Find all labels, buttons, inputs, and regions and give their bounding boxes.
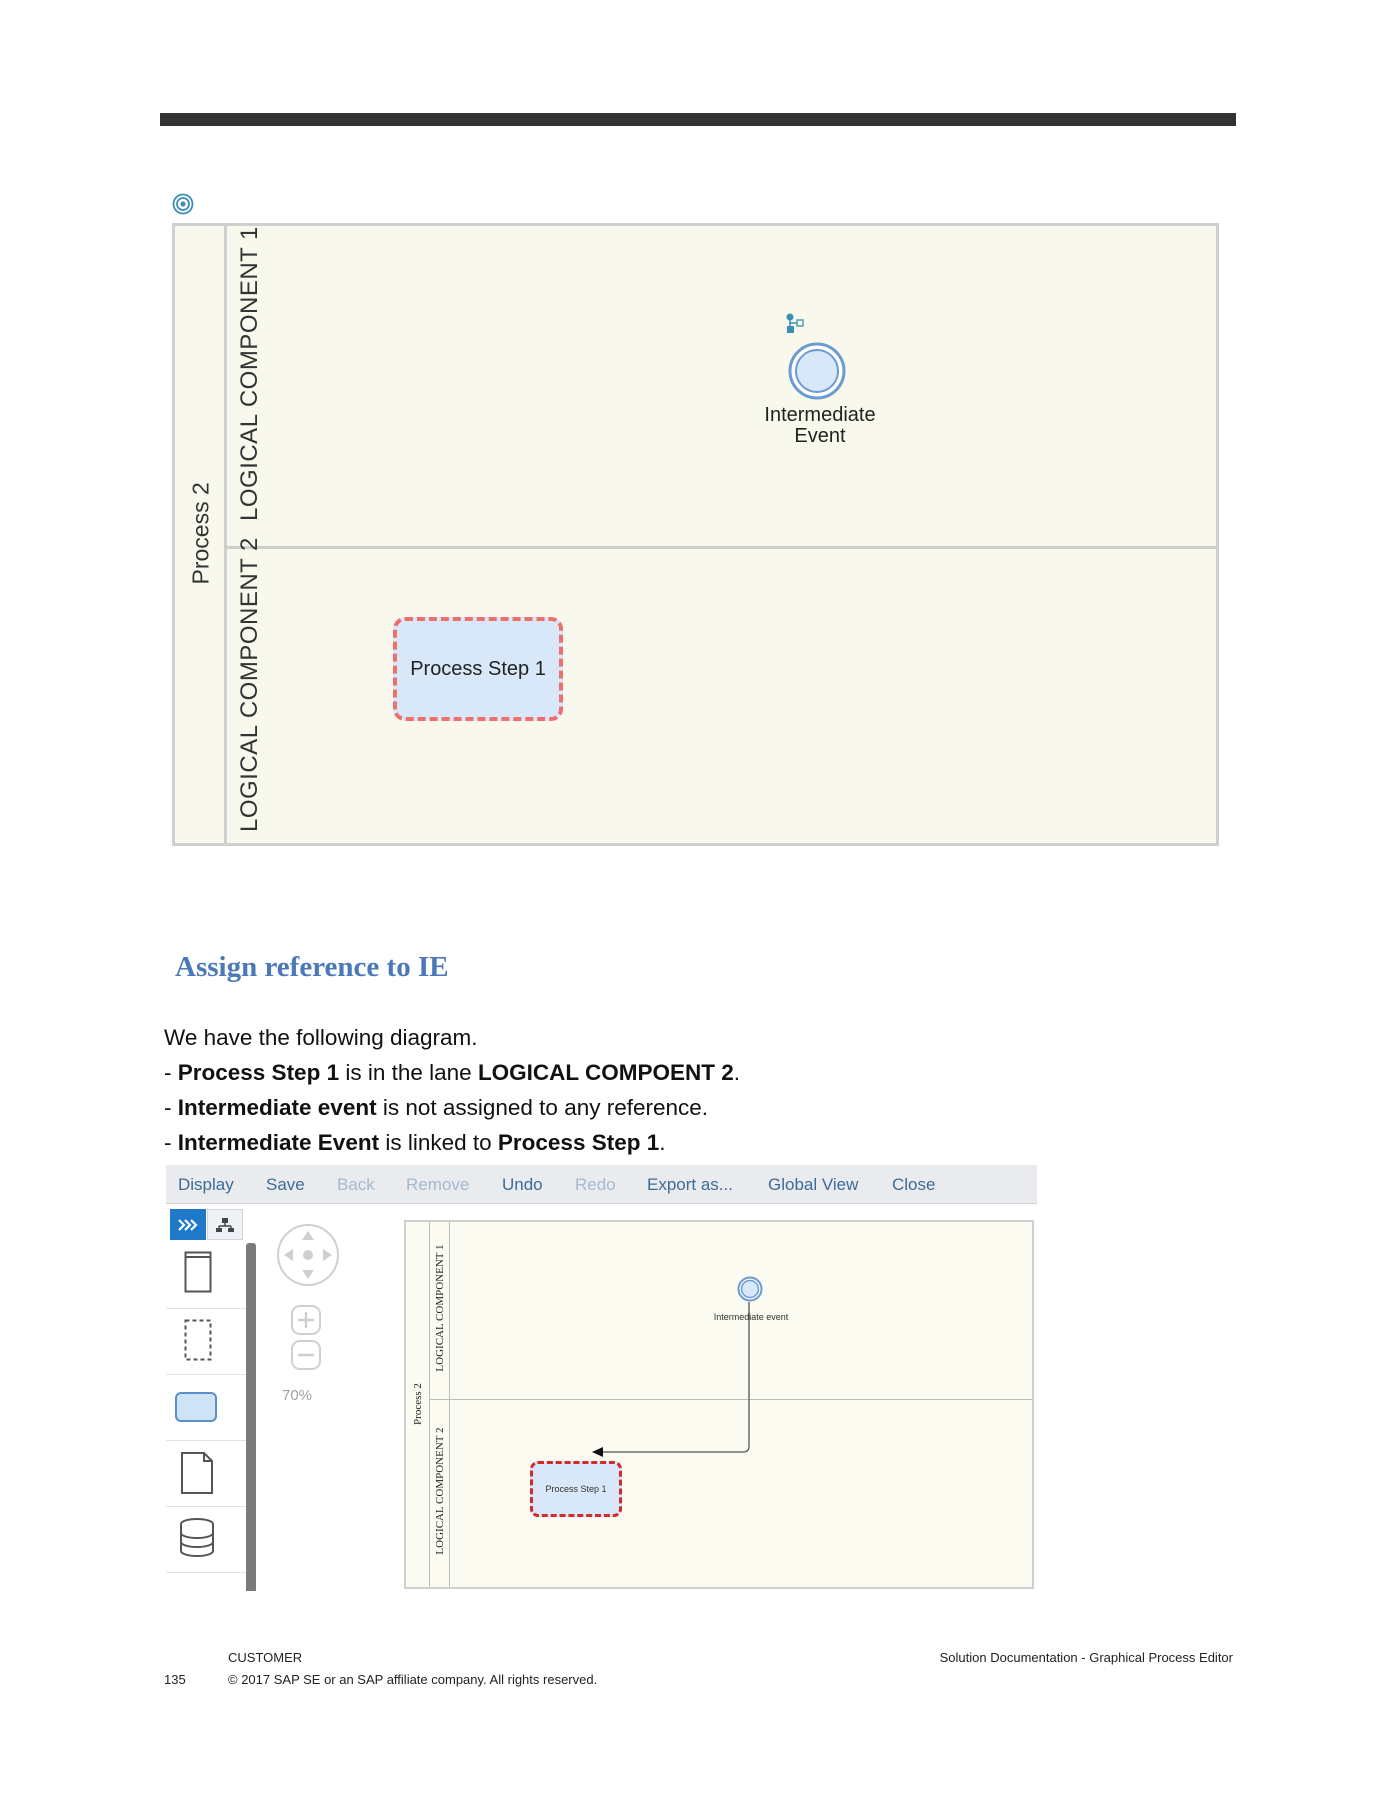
palette-scrollbar[interactable] xyxy=(246,1243,256,1591)
bullet-prefix: - xyxy=(164,1060,178,1085)
bullet-prefix: - xyxy=(164,1095,178,1120)
process-editor xyxy=(166,1165,1037,1591)
lane-1-header xyxy=(227,226,269,546)
intermediate-event-label xyxy=(740,405,900,447)
canvas-lane-1-label: LOGICAL COMPONENT 1 xyxy=(434,1244,446,1372)
canvas-process-step[interactable] xyxy=(530,1461,622,1517)
document-shape-icon[interactable] xyxy=(166,1441,246,1507)
bullet-end: . xyxy=(733,1060,741,1085)
group-shape-icon[interactable] xyxy=(166,1309,246,1375)
diagram-canvas[interactable] xyxy=(404,1220,1034,1589)
bullet-text: is in the lane xyxy=(339,1060,478,1085)
export-button[interactable]: Export as... xyxy=(647,1175,733,1194)
task-shape-icon[interactable] xyxy=(166,1375,246,1441)
bullet-2 xyxy=(164,1095,708,1121)
pool-header xyxy=(175,226,227,843)
data-store-icon[interactable] xyxy=(166,1507,246,1573)
pool-label: Process 2 xyxy=(187,482,214,585)
bullet-text: is not assigned to any reference. xyxy=(376,1095,709,1120)
back-button[interactable]: Back xyxy=(337,1175,375,1194)
bullet-bold: Intermediate event xyxy=(177,1095,377,1120)
bullet-bold: Intermediate Event xyxy=(177,1130,380,1155)
bullet-end: . xyxy=(659,1130,666,1155)
lane-2 xyxy=(227,537,1216,843)
pan-control-icon[interactable] xyxy=(276,1223,340,1287)
zoom-level: 70% xyxy=(281,1387,313,1404)
canvas-lane-2-label: LOGICAL COMPONENT 2 xyxy=(434,1427,446,1555)
save-button[interactable]: Save xyxy=(266,1175,305,1194)
section-heading: Assign reference to IE xyxy=(175,951,449,983)
bullet-3 xyxy=(164,1130,666,1156)
canvas-intermediate-event[interactable] xyxy=(737,1276,763,1302)
zoom-out-icon[interactable] xyxy=(291,1340,321,1370)
undo-button[interactable]: Undo xyxy=(502,1175,543,1194)
bullet-text: is linked to xyxy=(379,1130,498,1155)
canvas-event-label: Intermediate event xyxy=(713,1312,789,1322)
hierarchy-icon xyxy=(784,312,814,338)
event-label-line-2: Event xyxy=(794,425,846,447)
lane-1 xyxy=(227,226,1216,549)
connection-arrow[interactable] xyxy=(406,1222,1032,1587)
global-view-button[interactable]: Global View xyxy=(768,1175,859,1194)
canvas-process-step-label: Process Step 1 xyxy=(545,1484,607,1494)
shape-palette xyxy=(166,1243,246,1591)
event-label-line-1: Intermediate xyxy=(764,404,876,426)
footer-title: Solution Documentation - Graphical Process Editor xyxy=(939,1650,1233,1665)
process-step-label: Process Step 1 xyxy=(410,657,546,680)
target-icon xyxy=(172,193,194,215)
zoom-in-icon[interactable] xyxy=(291,1305,321,1335)
page-number: 135 xyxy=(164,1672,186,1687)
intro-text: We have the following diagram. xyxy=(164,1025,478,1050)
process-step[interactable] xyxy=(393,617,563,721)
redo-button[interactable]: Redo xyxy=(575,1175,616,1194)
bullet-1 xyxy=(164,1060,740,1086)
footer-label: CUSTOMER xyxy=(228,1650,303,1665)
lane-2-header xyxy=(227,537,269,843)
close-button[interactable]: Close xyxy=(892,1175,936,1194)
remove-button[interactable]: Remove xyxy=(406,1175,470,1194)
intermediate-event[interactable] xyxy=(787,341,847,401)
hierarchy-icon[interactable] xyxy=(207,1209,243,1240)
header-rule xyxy=(160,113,1236,126)
lane-1-label: LOGICAL COMPONENT 1 xyxy=(236,226,263,521)
bullet-bold: Process Step 1 xyxy=(177,1060,340,1085)
lane-2-label: LOGICAL COMPONENT 2 xyxy=(236,537,263,832)
process-diagram xyxy=(172,223,1219,846)
footer-copyright: © 2017 SAP SE or an SAP affiliate company. All rights reserved. xyxy=(228,1672,598,1687)
bullet-bold: LOGICAL COMPOENT 2 xyxy=(477,1060,734,1085)
editor-toolbar xyxy=(166,1165,1037,1204)
expand-icon[interactable] xyxy=(170,1209,206,1240)
display-button[interactable]: Display xyxy=(178,1175,234,1194)
bullet-bold: Process Step 1 xyxy=(497,1130,660,1155)
canvas-pool-label: Process 2 xyxy=(412,1383,424,1425)
bullet-prefix: - xyxy=(164,1130,178,1155)
lane-shape-icon[interactable] xyxy=(166,1243,246,1309)
